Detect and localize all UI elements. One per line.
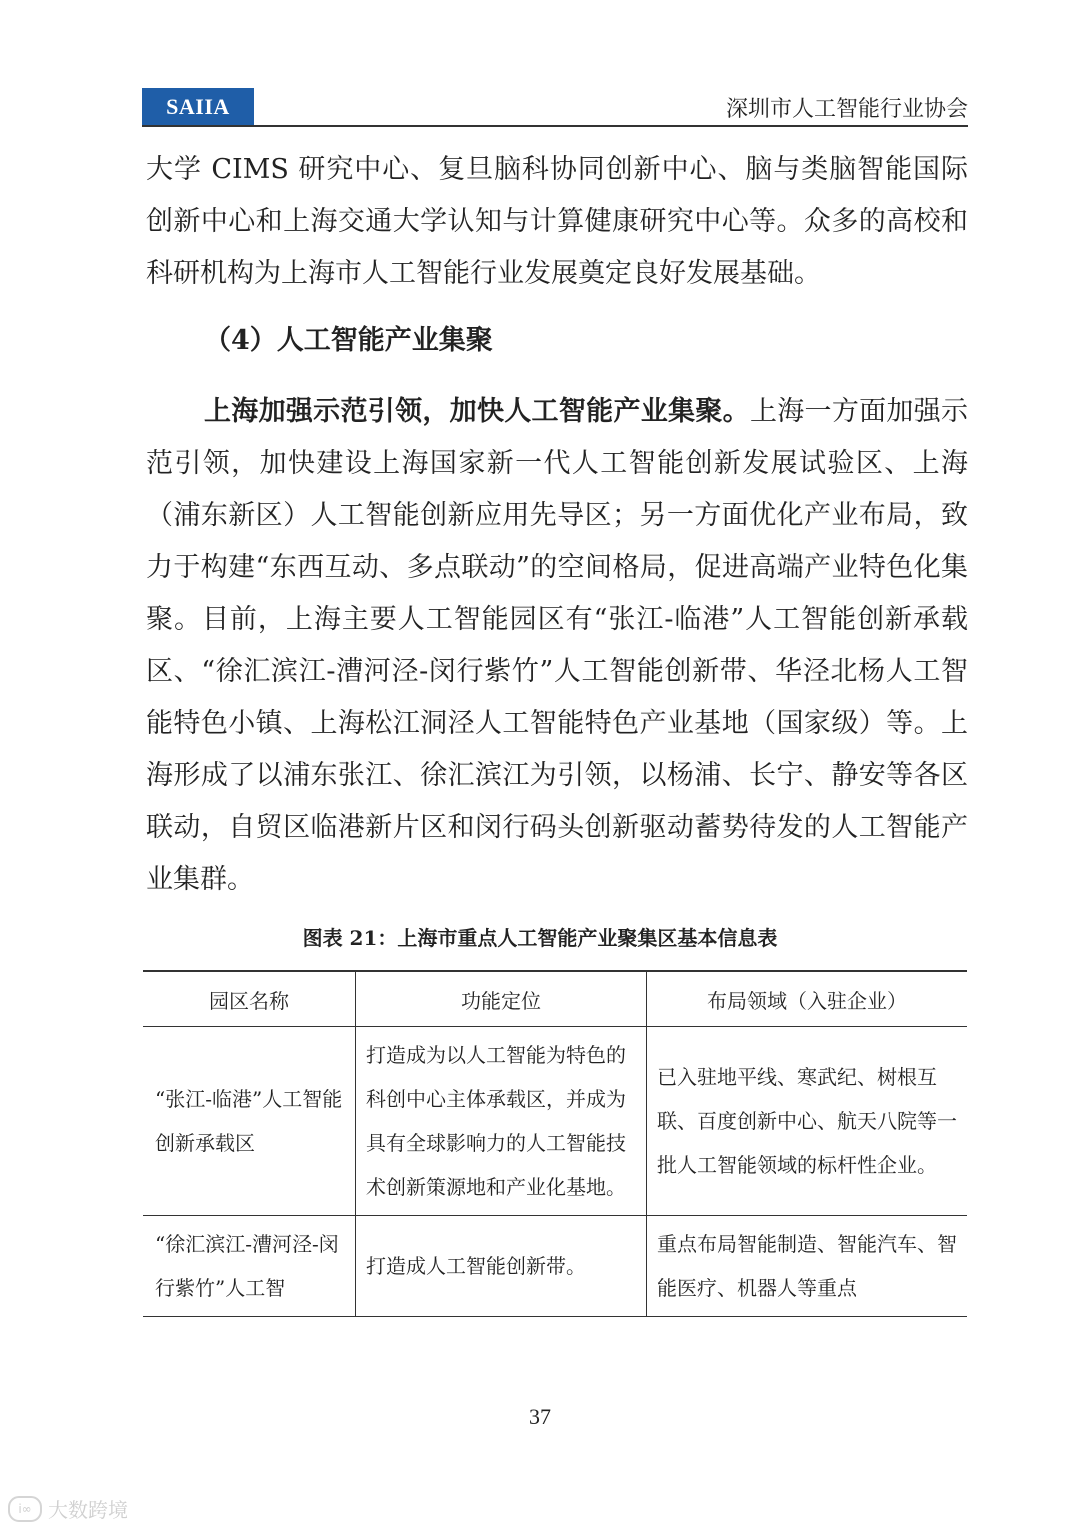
paragraph-cluster	[146, 386, 968, 906]
header-divider	[142, 125, 968, 127]
table-caption: 图表 21：上海市重点人工智能产业聚集区基本信息表	[302, 926, 778, 950]
column-header-layout: 布局领域（入驻企业）	[647, 971, 968, 1027]
paragraph-body: 上海一方面加强示范引领，加快建设上海国家新一代人工智能创新发展试验区、上海（浦东新区）人工智能创新应用先导区；另一方面优化产业布局，致力于构建“东西互动、多点联动”的空间格局，促进高端产业特色化集聚。目前，上海主要人工智能园区有“张江-临港”人工智能创新承载区、“徐汇滨江-漕河泾-闵行紫竹”人工智能创新带、华泾北杨人工智能特色小镇、上海松江洞泾人工智能特色产业基地（国家级）等。上海形成了以浦东张江、徐汇滨江为引领，以杨浦、长宁、静安等各区联动，自贸区临港新片区和闵行码头创新驱动蓄势待发的人工智能产业集群。	[146, 396, 969, 895]
page-number: 37	[529, 1404, 551, 1429]
watermark-text: 大数跨境	[48, 1498, 128, 1522]
column-header-function: 功能定位	[356, 971, 647, 1027]
cell-function-text: 打造成人工智能创新带。	[366, 1254, 586, 1278]
cell-function: 打造成为以人工智能为特色的科创中心主体承载区，并成为具有全球影响力的人工智能技术创新策源地和产业化基地。	[356, 1027, 647, 1216]
cluster-info-table	[143, 970, 967, 1317]
paragraph-intro: 大学 CIMS 研究中心、复旦脑科协同创新中心、脑与类脑智能国际创新中心和上海交通大学认知与计算健康研究中心等。众多的高校和科研机构为上海市人工智能行业发展奠定良好发展基础。	[146, 154, 968, 289]
saiia-logo: SAIIA	[142, 88, 254, 126]
watermark	[8, 1494, 128, 1523]
cell-name-text: “徐汇滨江-漕河泾-闵行紫竹”人工智	[155, 1232, 339, 1300]
cell-name	[143, 1216, 356, 1317]
cell-layout	[647, 1216, 968, 1317]
cell-layout: 已入驻地平线、寒武纪、树根互联、百度创新中心、航天八院等一批人工智能领域的标杆性企业。	[647, 1027, 968, 1216]
table-header-row	[143, 971, 967, 1027]
page-header	[142, 88, 968, 126]
cell-name: “张江-临港”人工智能创新承载区	[143, 1027, 356, 1216]
cell-function	[356, 1216, 647, 1317]
table-row	[143, 1027, 967, 1216]
organization-name: 深圳市人工智能行业协会	[725, 97, 968, 122]
column-header-name: 园区名称	[143, 971, 356, 1027]
table-row	[143, 1216, 967, 1317]
cell-layout-text: 重点布局智能制造、智能汽车、智能医疗、机器人等重点	[657, 1232, 957, 1300]
watermark-logo-icon: i∞	[8, 1496, 42, 1522]
section-heading: （4）人工智能产业集聚	[204, 325, 493, 356]
paragraph-lead: 上海加强示范引领，加快人工智能产业集聚。	[204, 396, 750, 427]
